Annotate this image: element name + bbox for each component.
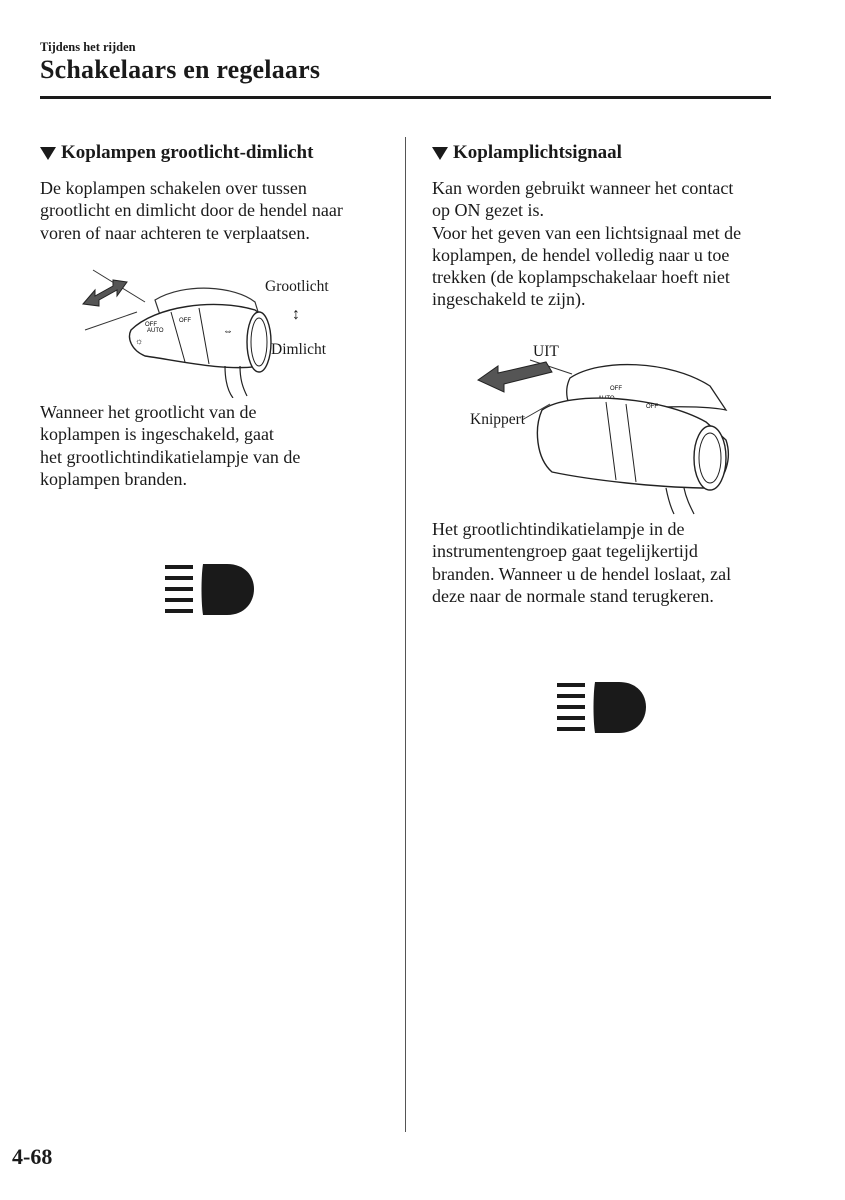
triangle-bullet-icon [432,147,448,160]
text-line: koplampen branden. [40,468,187,489]
text-line: op ON gezet is. [432,200,544,221]
right-heading-text: Koplamplichtsignaal [453,142,622,163]
pull-arrow-icon [478,362,552,392]
left-paragraph-1 [40,177,385,244]
text-line: instrumentengroep gaat tegelijkertijd [432,541,698,562]
headlight-stalk-illustration [75,268,375,398]
text-line: trekken (de koplampschakelaar hoeft niet [432,267,730,288]
switch-mark: OFF [610,386,622,392]
text-line: De koplampen schakelen over tussen [40,178,307,198]
text-line: koplampen, de hendel volledig naar u toe [432,244,730,265]
switch-mark: OFF [179,318,191,324]
left-heading-text: Koplampen grootlicht-dimlicht [61,142,314,163]
text-line: koplampen is ingeschakeld, gaat [40,424,274,445]
text-line: branden. Wanneer u de hendel loslaat, zal [432,563,732,584]
title-rule [40,96,771,99]
right-paragraph-1 [432,177,777,311]
text-line: Wanneer het grootlicht van de [40,402,257,422]
two-way-arrow-icon [83,280,127,306]
section-label: Tijdens het rijden [40,40,136,54]
text-line: Voor het geven van een lichtsignaal met de [432,222,742,243]
high-beam-indicator-icon [557,680,649,738]
label-high-beam: Grootlicht [265,278,329,295]
headlamp-symbol-icon: ⇔ [223,326,233,337]
text-line: ingeschakeld te zijn). [432,289,586,310]
left-paragraph-2 [40,401,385,490]
label-off: UIT [533,343,559,360]
right-heading [432,142,622,164]
switch-mark: AUTO [147,328,164,334]
light-symbol-icon: ☼ [135,336,144,346]
page-title: Schakelaars en regelaars [40,55,321,84]
up-down-arrow-icon: ↕ [292,306,300,323]
label-low-beam: Dimlicht [271,341,327,358]
triangle-bullet-icon [40,147,56,160]
page-number: 4-68 [12,1144,53,1169]
right-paragraph-2 [432,518,777,607]
switch-mark: OFF [145,322,157,328]
switch-mark: OFF [646,404,658,410]
text-line: Kan worden gebruikt wanneer het contact [432,178,734,198]
label-flash: Knippert [470,411,526,428]
guide-line [85,312,137,330]
text-line: deze naar de normale stand terugkeren. [432,585,714,606]
text-line: Het grootlichtindikatielampje in de [432,519,685,539]
high-beam-indicator-icon [165,562,257,620]
text-line: voren of naar achteren te verplaatsen. [40,222,310,243]
left-heading [40,142,313,164]
column-divider [405,137,406,1132]
text-line: het grootlichtindikatielampje van de [40,446,301,467]
text-line: grootlicht en dimlicht door de hendel naar [40,200,343,221]
